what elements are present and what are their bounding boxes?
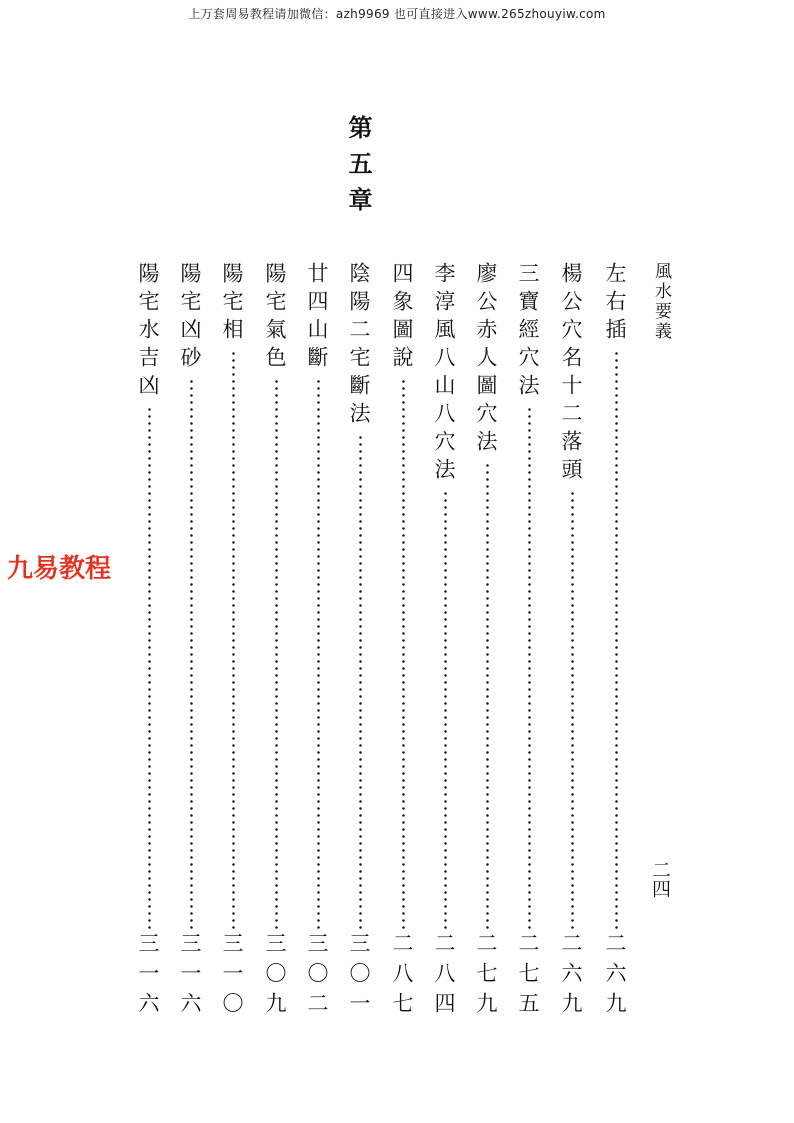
toc-entry-page: 二七五	[516, 932, 540, 1022]
toc-entry-page: 二七九	[474, 932, 498, 1022]
page-number: 二四	[649, 860, 671, 898]
toc-entry-title: 陽宅水吉凶	[136, 262, 160, 402]
watermark-logo: 九易教程	[7, 554, 112, 584]
toc-entry[interactable]	[433, 262, 459, 1022]
toc-entry-page: 二六九	[603, 932, 627, 1022]
toc-entry-title: 陽宅氣色	[263, 262, 287, 374]
toc-entry[interactable]	[221, 262, 247, 1022]
toc-entry-page: 三〇二	[305, 932, 329, 1022]
toc-entry-page: 三一六	[136, 932, 160, 1022]
toc-entry-page: 三〇一	[347, 932, 371, 1022]
toc-entry-title: 左右插	[603, 262, 627, 346]
toc-entry[interactable]	[179, 262, 205, 1022]
toc-entry-page: 三一〇	[220, 932, 244, 1022]
toc-dot-leader	[148, 406, 151, 932]
toc-entry[interactable]	[264, 262, 290, 1022]
toc-entry-title: 李淳風八山八穴法	[432, 262, 456, 486]
toc-entry-title: 陰陽二宅斷法	[347, 262, 371, 430]
top-banner: 上万套周易教程请加微信：azh9969 也可直接进入www.265zhouyiw.com	[188, 7, 606, 21]
toc-dot-leader	[615, 350, 618, 932]
chapter-heading: 第五章	[344, 115, 373, 223]
toc-entry[interactable]	[391, 262, 417, 1022]
toc-entry-title: 陽宅凶砂	[178, 262, 202, 374]
toc-entry-page: 二八七	[390, 932, 414, 1022]
toc-entry-title: 廖公赤人圖穴法	[474, 262, 498, 458]
toc-dot-leader	[486, 462, 489, 932]
toc-entry[interactable]	[517, 262, 543, 1022]
toc-entry-title: 楊公穴名十二落頭	[559, 262, 583, 486]
toc-entry[interactable]	[475, 262, 501, 1022]
toc-entry-title: 陽宅相	[220, 262, 244, 346]
toc-entry[interactable]	[560, 262, 586, 1022]
toc-entry-page: 三〇九	[263, 932, 287, 1022]
toc-dot-leader	[444, 490, 447, 932]
toc-dot-leader	[232, 350, 235, 932]
toc-dot-leader	[528, 406, 531, 932]
toc-entry-page: 二六九	[559, 932, 583, 1022]
toc-dot-leader	[190, 378, 193, 932]
toc-dot-leader	[275, 378, 278, 932]
toc-entry[interactable]	[306, 262, 332, 1022]
toc-entry-page: 三一六	[178, 932, 202, 1022]
toc-entry-title: 三寶經穴法	[516, 262, 540, 402]
toc-dot-leader	[359, 434, 362, 932]
toc-entry-page: 二八四	[432, 932, 456, 1022]
toc-dot-leader	[317, 378, 320, 932]
toc-entry[interactable]	[348, 262, 374, 1022]
toc-entry[interactable]	[137, 262, 163, 1022]
book-title: 風水要義	[651, 262, 671, 342]
toc-dot-leader	[402, 378, 405, 932]
toc-entry-title: 四象圖說	[390, 262, 414, 374]
toc-entry-title: 廿四山斷	[305, 262, 329, 374]
toc-entry[interactable]	[604, 262, 630, 1022]
toc-dot-leader	[571, 490, 574, 932]
